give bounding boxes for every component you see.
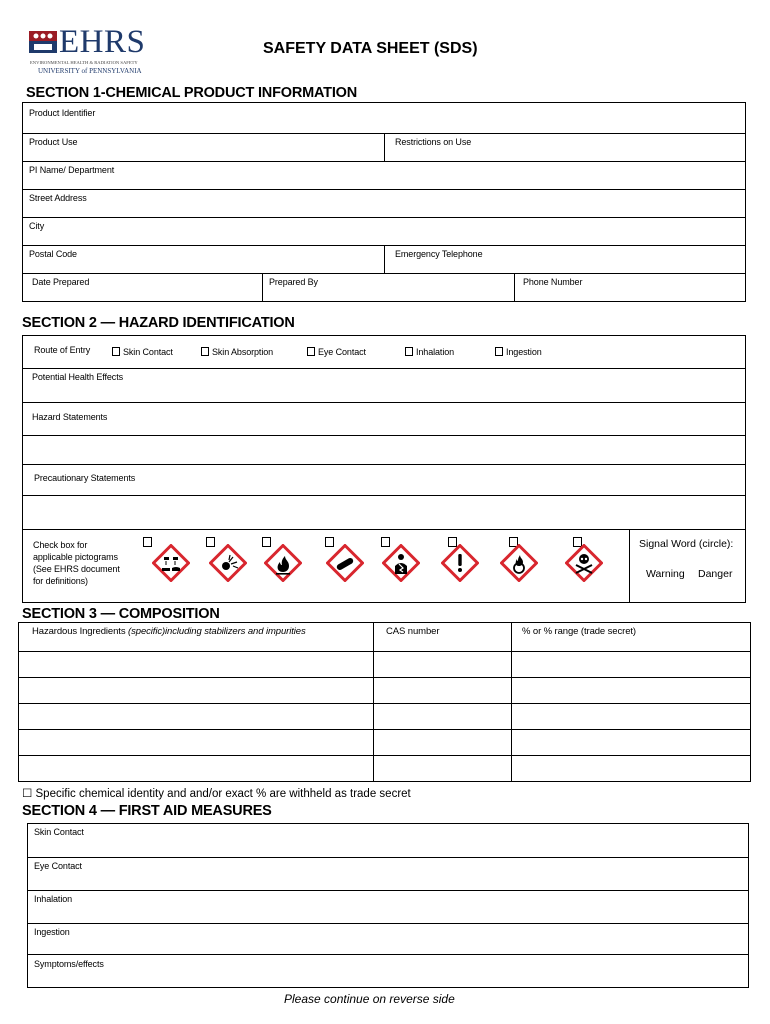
checkbox-icon <box>405 347 413 356</box>
emergency-telephone-label: Emergency Telephone <box>395 249 483 259</box>
prepared-by-label: Prepared By <box>269 277 318 287</box>
section3-title: SECTION 3 — COMPOSITION <box>22 606 220 622</box>
flame-over-circle-icon <box>500 544 538 582</box>
exploding-bomb-icon <box>209 544 247 582</box>
health-hazard-icon <box>382 544 420 582</box>
city-field[interactable] <box>22 217 746 246</box>
section1-title: SECTION 1-CHEMICAL PRODUCT INFORMATION <box>26 85 357 101</box>
product-identifier-label: Product Identifier <box>29 108 96 118</box>
precautionary-statements-extra[interactable] <box>22 495 746 530</box>
checkbox-icon <box>201 347 209 356</box>
section4-title: SECTION 4 — FIRST AID MEASURES <box>22 803 272 819</box>
skull-crossbones-icon <box>565 544 603 582</box>
continue-note: Please continue on reverse side <box>284 992 455 1006</box>
first-aid-eye-label: Eye Contact <box>34 861 82 871</box>
city-label: City <box>29 221 45 231</box>
product-use-field[interactable] <box>22 133 385 162</box>
first-aid-skin-field[interactable] <box>27 823 749 858</box>
route-of-entry-row <box>22 335 746 369</box>
route-eye-contact[interactable]: Eye Contact <box>307 347 366 358</box>
signal-danger-option[interactable]: Danger <box>698 568 733 580</box>
first-aid-skin-label: Skin Contact <box>34 827 84 837</box>
pictogram-checkbox[interactable] <box>143 537 152 547</box>
page-title: SAFETY DATA SHEET (SDS) <box>263 40 478 57</box>
date-prepared-field[interactable] <box>22 273 263 302</box>
route-skin-absorption[interactable]: Skin Absorption <box>201 347 273 358</box>
phone-number-field[interactable] <box>514 273 746 302</box>
ehrs-logo <box>28 24 173 80</box>
route-inhalation[interactable]: Inhalation <box>405 347 454 358</box>
first-aid-ingestion-label: Ingestion <box>34 927 70 937</box>
trade-secret-checkbox[interactable]: ☐ <box>22 788 33 800</box>
first-aid-ingestion-field[interactable] <box>27 923 749 955</box>
postal-code-field[interactable] <box>22 245 385 274</box>
col-cas-header: CAS number <box>386 626 440 637</box>
postal-code-label: Postal Code <box>29 249 77 259</box>
symptoms-effects-label: Symptoms/effects <box>34 959 104 969</box>
restrictions-field[interactable] <box>384 133 746 162</box>
exclamation-mark-icon <box>441 544 479 582</box>
logo-subtitle-2: UNIVERSITY of PENNSYLVANIA <box>38 67 142 75</box>
penn-shield-icon <box>28 30 58 54</box>
checkbox-icon <box>495 347 503 356</box>
corrosion-icon <box>152 544 190 582</box>
col-range-header: % or % range (trade secret) <box>522 626 636 637</box>
first-aid-inhalation-label: Inhalation <box>34 894 73 904</box>
street-address-label: Street Address <box>29 193 87 203</box>
precautionary-statements-label: Precautionary Statements <box>34 473 136 483</box>
trade-secret-label: Specific chemical identity and and/or exact % are withheld as trade secret <box>35 788 411 800</box>
checkbox-icon <box>307 347 315 356</box>
first-aid-eye-field[interactable] <box>27 857 749 891</box>
product-use-label: Product Use <box>29 137 78 147</box>
product-identifier-field[interactable] <box>22 102 746 134</box>
route-ingestion[interactable]: Ingestion <box>495 347 542 358</box>
precautionary-statements-field[interactable] <box>22 464 746 496</box>
gas-cylinder-icon <box>326 544 364 582</box>
trade-secret-row[interactable] <box>22 786 411 800</box>
potential-health-effects-label: Potential Health Effects <box>32 372 123 382</box>
emergency-telephone-field[interactable] <box>384 245 746 274</box>
route-skin-contact[interactable]: Skin Contact <box>112 347 173 358</box>
first-aid-inhalation-field[interactable] <box>27 890 749 924</box>
logo-wordmark: EHRS <box>59 24 146 60</box>
pictogram-note: Check box for applicable pictograms (See EHRS document for definitions) <box>33 540 120 586</box>
flame-icon <box>264 544 302 582</box>
potential-health-effects-field[interactable] <box>22 368 746 403</box>
col-ingredients-header: Hazardous Ingredients (specific)including stabilizers and impurities <box>32 626 306 637</box>
prepared-by-field[interactable] <box>262 273 515 302</box>
hazard-statements-field[interactable] <box>22 402 746 436</box>
pi-name-label: PI Name/ Department <box>29 165 115 175</box>
checkbox-icon <box>112 347 120 356</box>
signal-word-label: Signal Word (circle): <box>639 538 734 550</box>
date-prepared-label: Date Prepared <box>32 277 90 287</box>
route-of-entry-label: Route of Entry <box>34 345 91 355</box>
street-address-field[interactable] <box>22 189 746 218</box>
hazard-statements-extra[interactable] <box>22 435 746 465</box>
hazard-statements-label: Hazard Statements <box>32 412 108 422</box>
logo-subtitle-1: ENVIRONMENTAL HEALTH & RADIATION SAFETY <box>30 60 138 65</box>
symptoms-effects-field[interactable] <box>27 954 749 988</box>
composition-table <box>18 622 751 782</box>
phone-number-label: Phone Number <box>523 277 583 287</box>
signal-word-divider <box>629 530 630 602</box>
pi-name-field[interactable] <box>22 161 746 190</box>
restrictions-label: Restrictions on Use <box>395 137 472 147</box>
section2-title: SECTION 2 — HAZARD IDENTIFICATION <box>22 315 295 331</box>
signal-warning-option[interactable]: Warning <box>646 568 685 580</box>
